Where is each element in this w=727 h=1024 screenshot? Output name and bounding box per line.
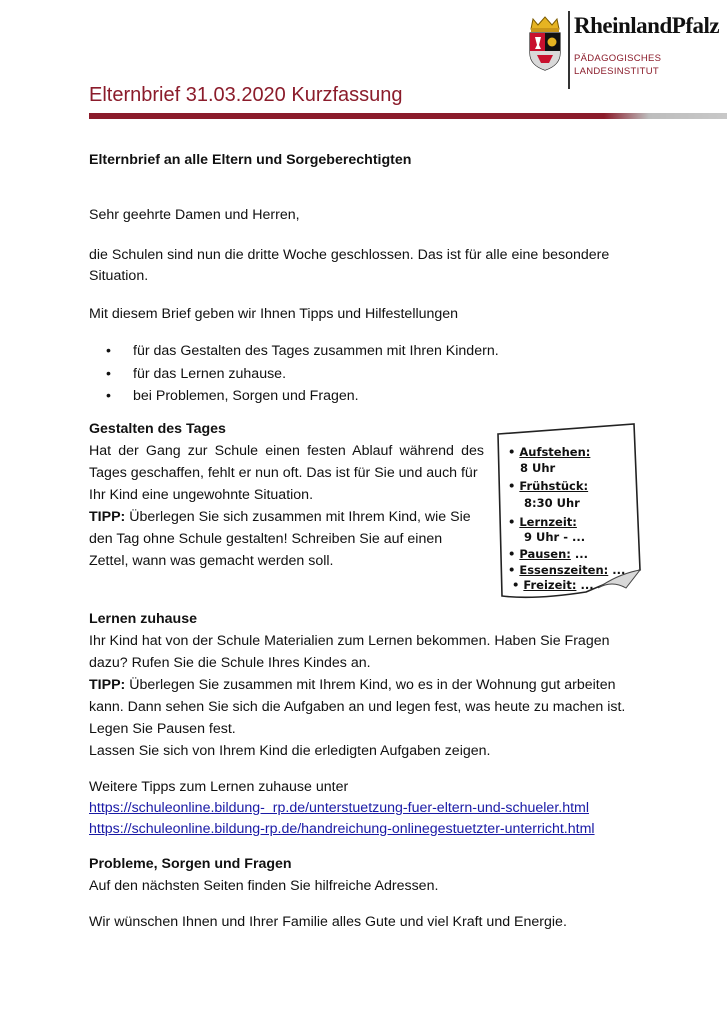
tip-label: TIPP: bbox=[89, 509, 126, 525]
intro-line: Situation. bbox=[89, 268, 149, 284]
letter-heading: Elternbrief an alle Eltern und Sorgeberechtigten bbox=[89, 152, 412, 168]
paragraph-line: dazu? Rufen Sie die Schule Ihres Kindes an. bbox=[89, 655, 371, 671]
tip-text: Überlegen Sie sich zusammen mit Ihrem Kind, wie Sie bbox=[129, 509, 471, 525]
paragraph-line: Ihr Kind eine ungewohnte Situation. bbox=[89, 487, 314, 503]
link-handreichung[interactable]: https://schuleonline.bildung-rp.de/handreichung-onlinegestuetzter-unterricht.html bbox=[89, 821, 595, 837]
page-title: Elternbrief 31.03.2020 Kurzfassung bbox=[89, 84, 403, 106]
title-underline-bar bbox=[89, 113, 727, 119]
note-item: • Freizeit: ... bbox=[512, 578, 594, 592]
logo-subtitle-line: PÄDAGOGISCHES bbox=[574, 53, 662, 64]
closing-line: Wir wünschen Ihnen und Ihrer Familie alles Gute und viel Kraft und Energie. bbox=[89, 914, 567, 930]
note-item: • Frühstück: bbox=[508, 479, 589, 493]
tips-intro: Mit diesem Brief geben wir Ihnen Tipps und Hilfestellungen bbox=[89, 306, 459, 322]
salutation: Sehr geehrte Damen und Herren, bbox=[89, 207, 300, 223]
list-item: • bei Problemen, Sorgen und Fragen. bbox=[106, 385, 499, 408]
paragraph-line: Hat der Gang zur Schule einen festen Ablauf während des bbox=[89, 443, 484, 459]
intro-line bbox=[89, 245, 644, 266]
paragraph-line: Lassen Sie sich von Ihrem Kind die erledigten Aufgaben zeigen. bbox=[89, 743, 491, 759]
paragraph-line: Auf den nächsten Seiten finden Sie hilfreiche Adressen. bbox=[89, 878, 439, 894]
coat-of-arms-icon bbox=[527, 15, 563, 71]
bullet-list bbox=[106, 340, 499, 408]
note-value: 9 Uhr - ... bbox=[524, 530, 586, 544]
note-value: 8 Uhr bbox=[520, 461, 556, 475]
more-tips-text: Weitere Tipps zum Lernen zuhause unter bbox=[89, 779, 349, 795]
note-item: • Lernzeit: bbox=[508, 515, 577, 529]
paragraph-line: den Tag ohne Schule gestalten! Schreiben Sie auf einen bbox=[89, 531, 443, 547]
logo-divider bbox=[568, 11, 570, 89]
paragraph-line: Ihr Kind hat von der Schule Materialien zum Lernen bekommen. Haben Sie Fragen bbox=[89, 633, 610, 649]
note-item: • Aufstehen: bbox=[508, 445, 591, 459]
logo-subtitle bbox=[574, 52, 661, 78]
logo-wordmark: RheinlandPfalz bbox=[574, 13, 720, 38]
rlp-logo bbox=[527, 11, 720, 91]
intro-text: die Schulen sind nun die dritte Woche geschlossen. Das ist für alle eine besondere bbox=[89, 247, 610, 263]
list-item: • für das Gestalten des Tages zusammen mit Ihren Kindern. bbox=[106, 340, 499, 363]
link-unterstuetzung[interactable]: https://schuleonline.bildung- rp.de/unterstuetzung-fuer-eltern-und-schueler.html bbox=[89, 800, 589, 816]
paragraph-line: Legen Sie Pausen fest. bbox=[89, 721, 236, 737]
tip-label: TIPP: bbox=[89, 677, 126, 693]
section-heading-day: Gestalten des Tages bbox=[89, 421, 226, 437]
logo-subtitle-line: LANDESINSTITUT bbox=[574, 66, 659, 77]
tip-text: Überlegen Sie zusammen mit Ihrem Kind, wo es in der Wohnung gut arbeiten bbox=[129, 677, 616, 693]
paragraph-line: kann. Dann sehen Sie sich die Aufgaben an und legen fest, was heute zu machen ist. bbox=[89, 699, 626, 715]
note-item: • Pausen: ... bbox=[508, 547, 588, 561]
paragraph-line: Tages geschaffen, fehlt er nun oft. Das ist für Sie und auch für bbox=[89, 465, 478, 481]
sticky-note bbox=[494, 420, 644, 606]
tip-line bbox=[89, 675, 616, 696]
tip-line bbox=[89, 507, 471, 528]
section-heading-learn: Lernen zuhause bbox=[89, 611, 198, 627]
note-value: 8:30 Uhr bbox=[524, 496, 580, 510]
list-item: • für das Lernen zuhause. bbox=[106, 363, 499, 386]
paragraph-line: Zettel, wann was gemacht werden soll. bbox=[89, 553, 334, 569]
note-item: • Essenszeiten: ... bbox=[508, 563, 626, 577]
section-heading-problems: Probleme, Sorgen und Fragen bbox=[89, 856, 292, 872]
